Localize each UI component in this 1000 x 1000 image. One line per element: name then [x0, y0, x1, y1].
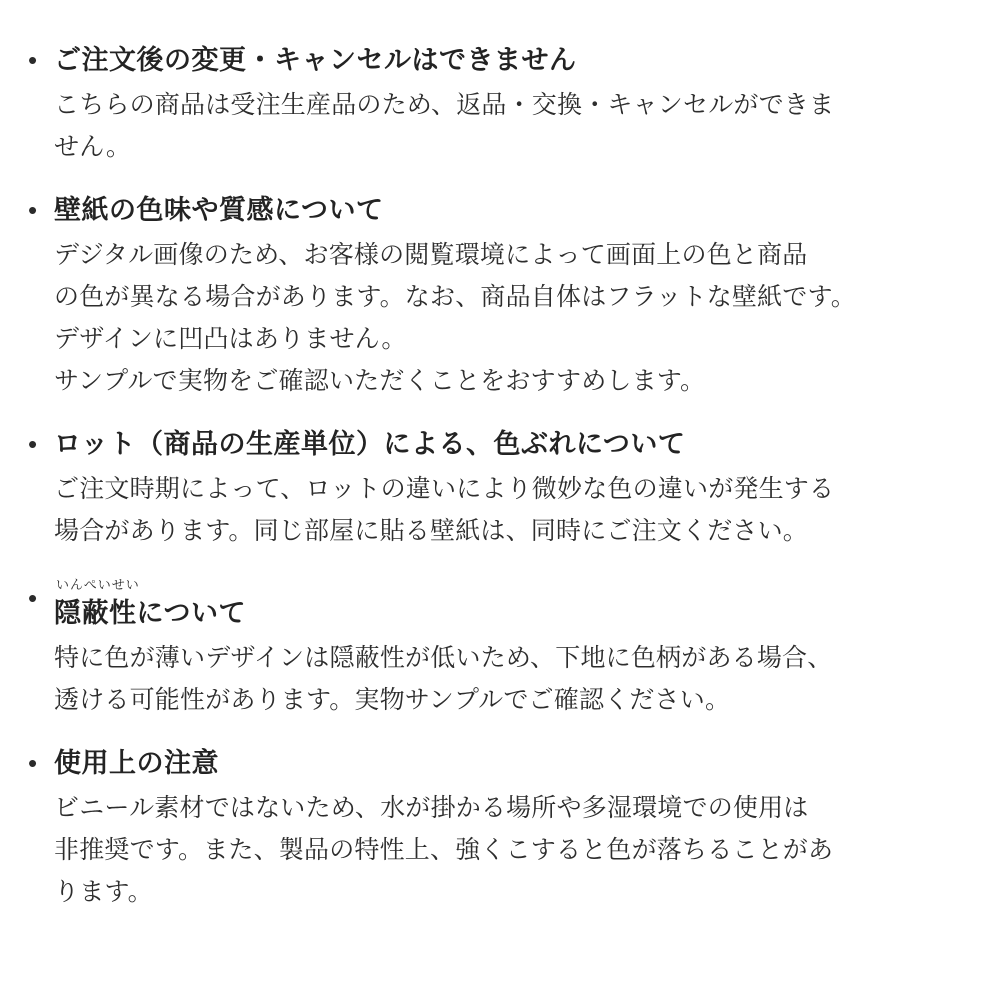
- section-heading-row: [22, 424, 970, 464]
- section-heading-row: [22, 190, 970, 230]
- body-line: サンプルで実物をご確認いただくことをおすすめします。: [54, 367, 706, 395]
- section-body: [54, 234, 970, 402]
- heading-wrap: [54, 743, 970, 783]
- heading-wrap: [54, 424, 970, 464]
- section-heading: 壁紙の色味や質感について: [54, 195, 384, 225]
- heading-wrap: [54, 190, 970, 230]
- body-line: 場合があります。同じ部屋に貼る壁紙は、同時にご注文ください。: [54, 517, 809, 545]
- section-heading: 隠蔽性について: [54, 598, 246, 628]
- bullet-icon: •: [28, 45, 38, 75]
- section-body: [54, 84, 970, 168]
- body-line: デジタル画像のため、お客様の閲覧環境によって画面上の色と商品: [54, 241, 808, 269]
- notice-section-lot-color-variation: [22, 424, 970, 552]
- heading-wrap: [54, 578, 970, 633]
- bullet-icon: •: [28, 748, 38, 778]
- notice-section-opacity: [22, 578, 970, 721]
- body-line: 透ける可能性があります。実物サンプルでご確認ください。: [54, 686, 731, 714]
- body-line: ります。: [54, 878, 153, 906]
- notice-section-usage-precautions: [22, 743, 970, 913]
- bullet-icon: •: [28, 195, 38, 225]
- section-heading-row: [22, 578, 970, 633]
- section-heading-row: [22, 40, 970, 80]
- section-heading-row: [22, 743, 970, 783]
- bullet-icon: •: [28, 583, 38, 613]
- notice-section-order-change: [22, 40, 970, 168]
- section-body: [54, 637, 970, 721]
- ruby-annotation: いんぺいせい: [56, 577, 140, 592]
- body-line: デザインに凹凸はありません。: [54, 325, 407, 353]
- heading-wrap: [54, 40, 970, 80]
- body-line: 特に色が薄いデザインは隠蔽性が低いため、下地に色柄がある場合、: [54, 644, 833, 672]
- bullet-icon: •: [28, 429, 38, 459]
- body-line: こちらの商品は受注生産品のため、返品・交換・キャンセルができま: [54, 91, 835, 119]
- body-line: ご注文時期によって、ロットの違いにより微妙な色の違いが発生する: [54, 475, 835, 503]
- body-line: の色が異なる場合があります。なお、商品自体はフラットな壁紙です。: [54, 283, 856, 311]
- body-line: せん。: [54, 133, 132, 161]
- section-heading: ロット（商品の生産単位）による、色ぶれについて: [54, 429, 686, 459]
- section-heading: 使用上の注意: [54, 748, 219, 778]
- section-body: [54, 787, 970, 913]
- body-line: ビニール素材ではないため、水が掛かる場所や多湿環境での使用は: [54, 794, 809, 822]
- section-body: [54, 468, 970, 552]
- body-line: 非推奨です。また、製品の特性上、強くこすると色が落ちることがあ: [54, 836, 834, 864]
- section-heading: ご注文後の変更・キャンセルはできません: [54, 45, 577, 75]
- notice-section-color-texture: [22, 190, 970, 402]
